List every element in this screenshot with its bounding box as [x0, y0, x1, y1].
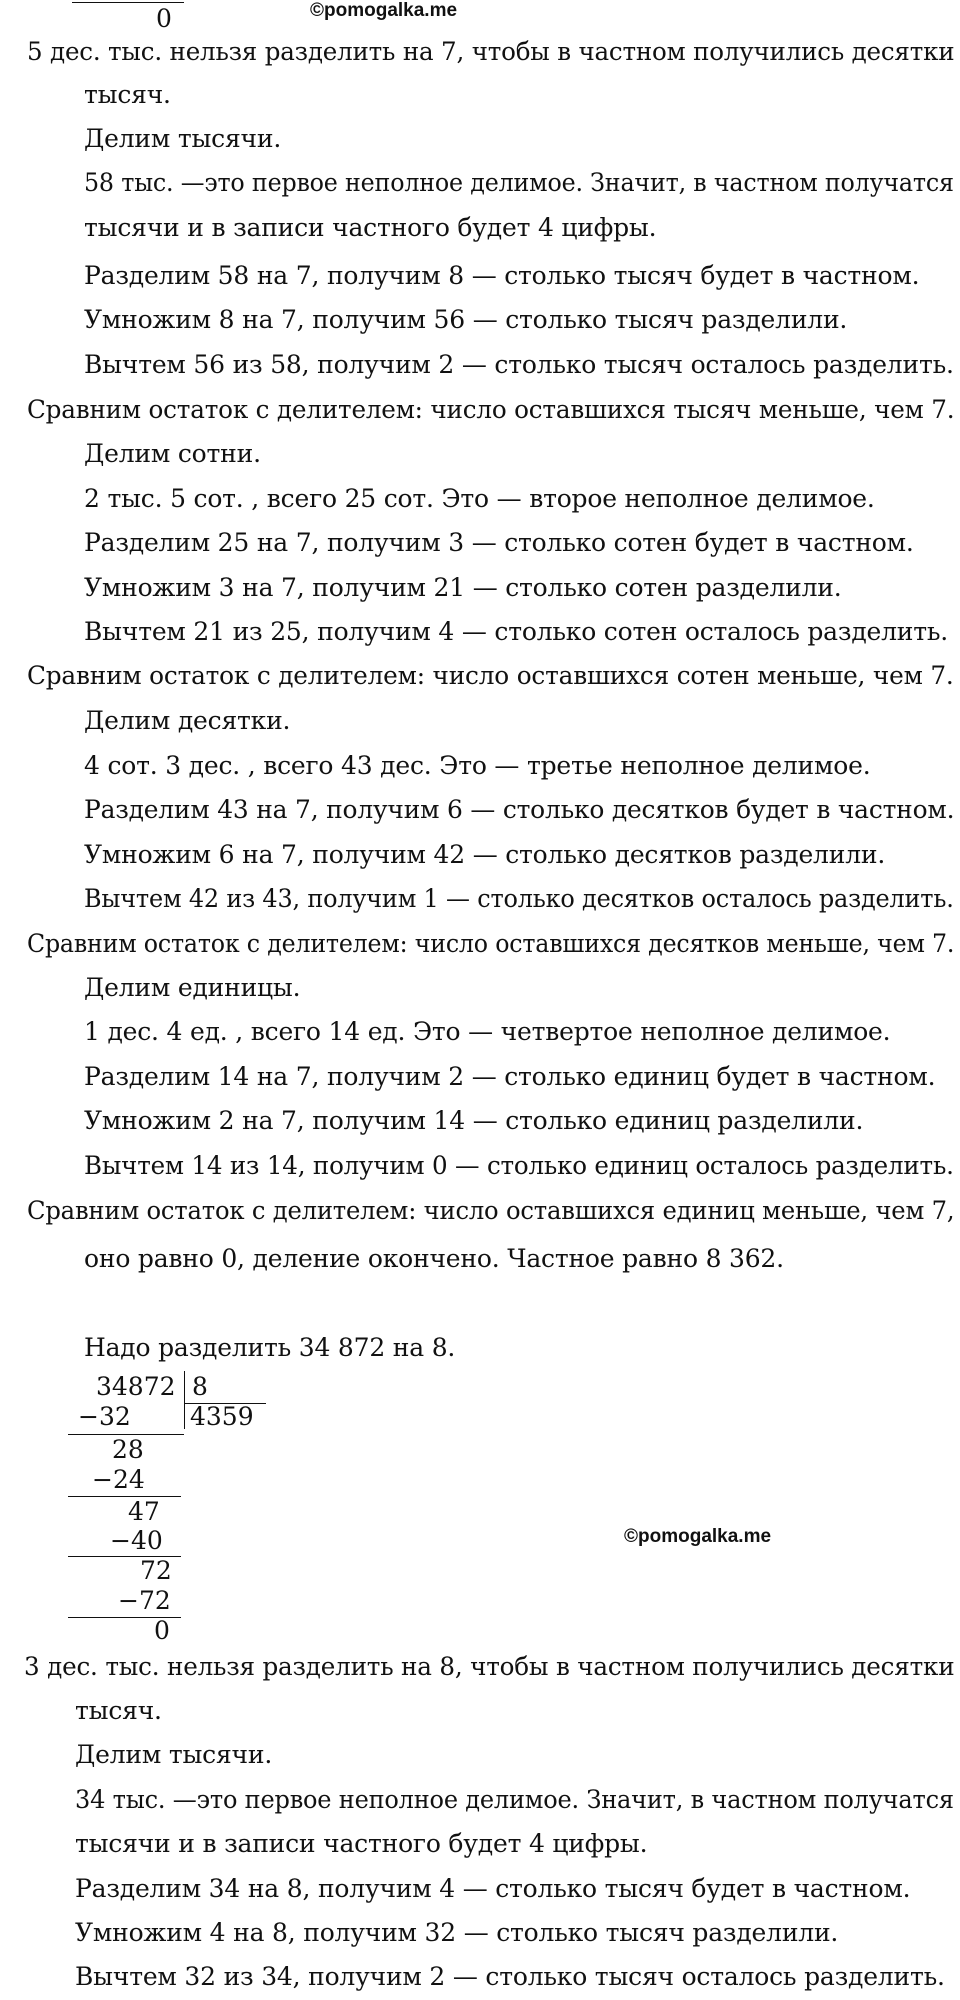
text-line: Сравним остаток с делителем: число оставшихся десятков меньше, чем 7.: [27, 929, 955, 958]
text-line: Делим сотни.: [84, 439, 261, 468]
division-step: 28: [112, 1435, 144, 1464]
division-step: −24: [92, 1465, 145, 1494]
text-line: Умножим 2 на 7, получим 14 — столько единиц разделили.: [84, 1106, 864, 1135]
text-line: Сравним остаток с делителем: число оставшихся сотен меньше, чем 7.: [27, 661, 954, 690]
text-line: Умножим 6 на 7, получим 42 — столько десятков разделили.: [84, 840, 886, 869]
text-line: тысяч.: [84, 80, 171, 109]
division-remainder-top: 0: [156, 4, 172, 33]
text-line: Делим единицы.: [84, 973, 301, 1002]
text-line: Вычтем 32 из 34, получим 2 — столько тысяч осталось разделить.: [75, 1962, 945, 1991]
division-step: 72: [140, 1556, 172, 1585]
text-line: Сравним остаток с делителем: число оставшихся единиц меньше, чем 7,: [27, 1196, 955, 1225]
text-line: 2 тыс. 5 сот. , всего 25 сот. Это — второе неполное делимое.: [84, 484, 875, 513]
text-line: Разделим 14 на 7, получим 2 — столько единиц будет в частном.: [84, 1062, 936, 1091]
text-line: Разделим 43 на 7, получим 6 — столько десятков будет в частном.: [84, 795, 955, 824]
text-line: Вычтем 21 из 25, получим 4 — столько сотен осталось разделить.: [84, 617, 949, 646]
text-line: 1 дес. 4 ед. , всего 14 ед. Это — четвертое неполное делимое.: [84, 1017, 891, 1046]
text-line: Делим тысячи.: [75, 1740, 273, 1769]
text-line: тысячи и в записи частного будет 4 цифры.: [84, 213, 657, 242]
task-heading: Надо разделить 34 872 на 8.: [84, 1333, 456, 1362]
division-step: −32: [78, 1402, 131, 1431]
text-line: 5 дес. тыс. нельзя разделить на 7, чтобы в частном получились десятки: [27, 37, 955, 66]
text-line: 58 тыс. —это первое неполное делимое. Значит, в частном получатся: [84, 168, 954, 197]
division-underline-top: [72, 2, 184, 3]
division-vertical-bar: [184, 1371, 185, 1429]
text-line: Сравним остаток с делителем: число оставшихся тысяч меньше, чем 7.: [27, 395, 955, 424]
text-line: Вычтем 42 из 43, получим 1 — столько десятков осталось разделить.: [84, 884, 954, 913]
text-line: Вычтем 14 из 14, получим 0 — столько единиц осталось разделить.: [84, 1151, 954, 1180]
division-divisor: 8: [192, 1372, 208, 1401]
text-line: Разделим 58 на 7, получим 8 — столько тысяч будет в частном.: [84, 261, 920, 290]
division-step: −40: [110, 1526, 163, 1555]
text-line: Разделим 25 на 7, получим 3 — столько сотен будет в частном.: [84, 528, 914, 557]
watermark-middle: ©pomogalka.me: [624, 1526, 772, 1547]
division-dividend: 34872: [96, 1372, 176, 1401]
text-line: Умножим 8 на 7, получим 56 — столько тысяч разделили.: [84, 305, 848, 334]
text-line: 3 дес. тыс. нельзя разделить на 8, чтобы в частном получились десятки: [24, 1652, 955, 1681]
text-line: Разделим 34 на 8, получим 4 — столько тысяч будет в частном.: [75, 1874, 911, 1903]
division-remainder: 0: [154, 1616, 170, 1645]
watermark-top: ©pomogalka.me: [310, 0, 458, 21]
text-line: Вычтем 56 из 58, получим 2 — столько тысяч осталось разделить.: [84, 350, 954, 379]
text-line: Делим десятки.: [84, 706, 291, 735]
text-line: 34 тыс. —это первое неполное делимое. Значит, в частном получатся: [75, 1785, 954, 1814]
division-step: 47: [128, 1497, 160, 1526]
text-line: Умножим 3 на 7, получим 21 — столько сотен разделили.: [84, 573, 842, 602]
text-line: Умножим 4 на 8, получим 32 — столько тысяч разделили.: [75, 1918, 839, 1947]
text-line: 4 сот. 3 дес. , всего 43 дес. Это — третье неполное делимое.: [84, 751, 871, 780]
text-line: тысяч.: [75, 1696, 162, 1725]
text-line: Делим тысячи.: [84, 124, 282, 153]
text-line: оно равно 0, деление окончено. Частное равно 8 362.: [84, 1244, 784, 1273]
division-underline: [68, 1496, 181, 1497]
division-quotient: 4359: [190, 1402, 254, 1431]
text-line: тысячи и в записи частного будет 4 цифры.: [75, 1829, 648, 1858]
division-step: −72: [118, 1586, 171, 1615]
